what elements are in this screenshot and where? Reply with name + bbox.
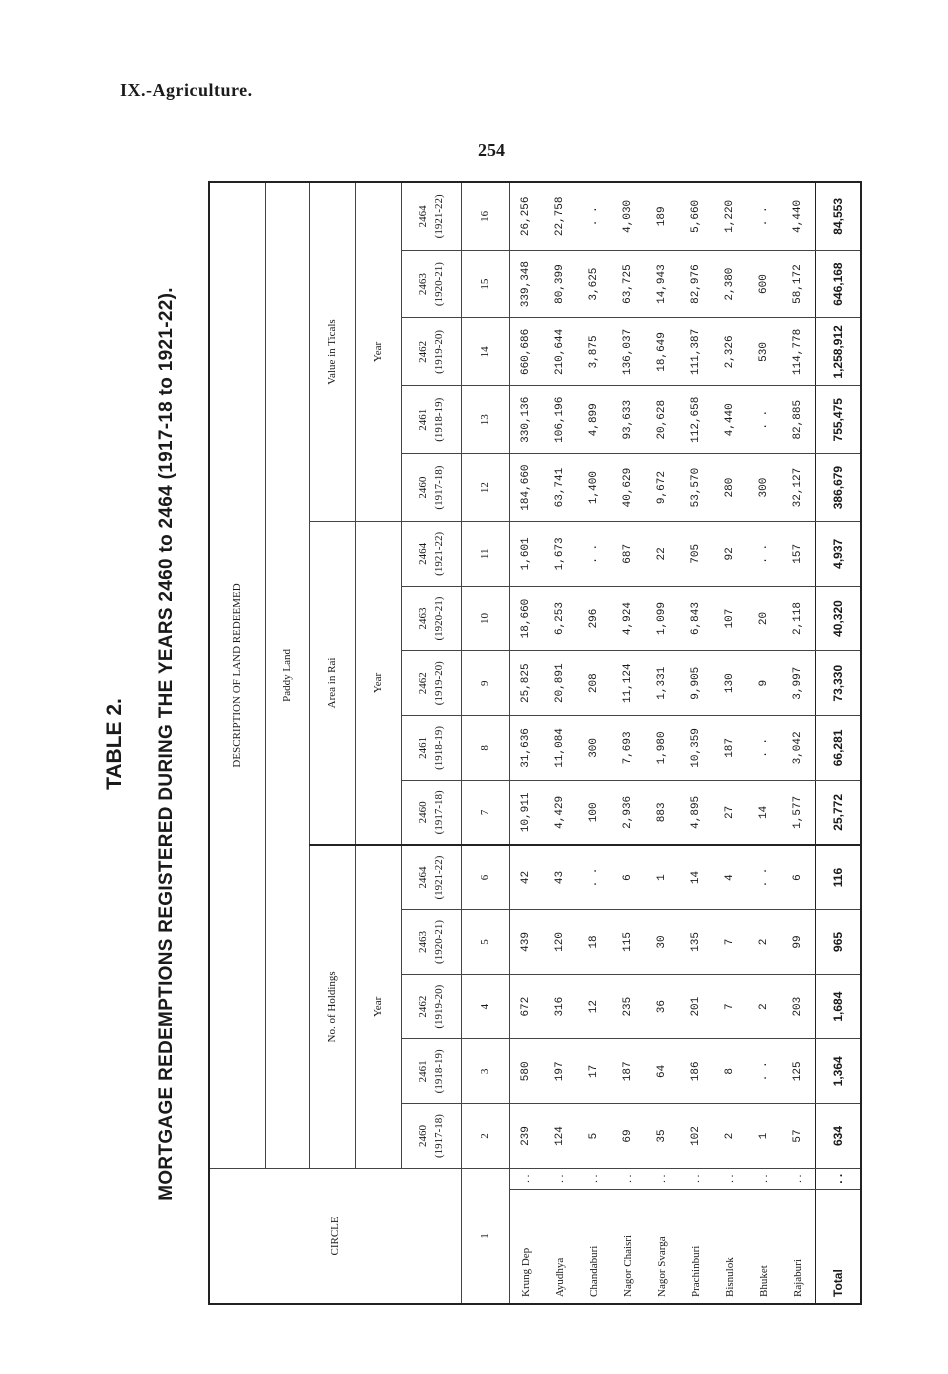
- area-cell: 7,693: [611, 716, 645, 781]
- year-header-cell: [401, 1039, 461, 1104]
- section-heading: IX.-Agriculture.: [120, 80, 253, 100]
- holdings-cell: 1,684: [815, 974, 861, 1039]
- value-cell: 2,326: [713, 318, 747, 386]
- area-cell: 4,924: [611, 586, 645, 651]
- area-cell: 11,084: [543, 716, 577, 781]
- value-cell: 184,660: [509, 454, 543, 522]
- header-row-years: [401, 182, 461, 1304]
- year-span-label: (1917-18): [433, 790, 445, 835]
- value-cell: 3,625: [577, 250, 611, 318]
- holdings-cell: 42: [509, 845, 543, 910]
- value-cell: 53,570: [679, 454, 713, 522]
- year-label: 2460: [417, 801, 429, 824]
- year-span-label: (1917-18): [433, 1114, 445, 1159]
- area-cell: 1,577: [781, 780, 815, 845]
- value-cell: 280: [713, 454, 747, 522]
- value-cell: 339,348: [509, 250, 543, 318]
- column-number: 5: [461, 910, 509, 975]
- value-cell: 82,885: [781, 386, 815, 454]
- area-cell: 187: [713, 716, 747, 781]
- value-cell: 1,220: [713, 182, 747, 250]
- year-span-label: (1920-21): [433, 919, 445, 964]
- circle-name: Bhuket: [747, 1189, 781, 1304]
- column-number: 7: [461, 780, 509, 845]
- leader-dots: . .: [577, 1168, 611, 1189]
- table-row: [543, 182, 577, 1304]
- table-row: [679, 182, 713, 1304]
- year-label: 2462: [417, 340, 429, 363]
- year-label: 2463: [417, 607, 429, 630]
- circle-header: CIRCLE: [209, 1168, 461, 1304]
- year-label: 2464: [417, 542, 429, 565]
- header-row-year-label: [355, 182, 401, 1304]
- year-span-label: (1919-20): [433, 661, 445, 706]
- header-row-description: [209, 182, 265, 1304]
- year-span-label: (1921-22): [433, 855, 445, 900]
- year-span-label: (1917-18): [433, 465, 445, 510]
- area-cell: . .: [747, 521, 781, 586]
- year-span-label: (1918-19): [433, 725, 445, 770]
- area-cell: 22: [645, 521, 679, 586]
- value-cell: 755,475: [815, 386, 861, 454]
- value-cell: 1,258,912: [815, 318, 861, 386]
- header-row-column-numbers: [461, 182, 509, 1304]
- year-label: 2464: [417, 205, 429, 228]
- circle-name: Bisnulok: [713, 1189, 747, 1304]
- holdings-cell: 672: [509, 974, 543, 1039]
- holdings-cell: 186: [679, 1039, 713, 1104]
- area-cell: 14: [747, 780, 781, 845]
- holdings-cell: 135: [679, 910, 713, 975]
- holdings-cell: 1: [645, 845, 679, 910]
- value-cell: 114,778: [781, 318, 815, 386]
- holdings-cell: 203: [781, 974, 815, 1039]
- year-header-cell: [401, 182, 461, 250]
- holdings-cell: 965: [815, 910, 861, 975]
- value-cell: 330,136: [509, 386, 543, 454]
- value-cell: 300: [747, 454, 781, 522]
- year-span-label: (1918-19): [433, 1049, 445, 1094]
- area-cell: 1,601: [509, 521, 543, 586]
- area-cell: 11,124: [611, 651, 645, 716]
- holdings-cell: 8: [713, 1039, 747, 1104]
- value-cell: 4,440: [713, 386, 747, 454]
- value-cell: 4,899: [577, 386, 611, 454]
- column-number: 16: [461, 182, 509, 250]
- value-cell: 530: [747, 318, 781, 386]
- value-cell: 82,976: [679, 250, 713, 318]
- circle-name: Ayudhya: [543, 1189, 577, 1304]
- holdings-cell: 116: [815, 845, 861, 910]
- area-cell: 2,118: [781, 586, 815, 651]
- area-cell: 92: [713, 521, 747, 586]
- year-label: 2461: [417, 736, 429, 759]
- area-cell: 107: [713, 586, 747, 651]
- year-span-label: (1921-22): [433, 194, 445, 239]
- column-number: 14: [461, 318, 509, 386]
- holdings-cell: 57: [781, 1104, 815, 1169]
- value-cell: 4,440: [781, 182, 815, 250]
- leader-dots: . .: [781, 1168, 815, 1189]
- table-row: [577, 182, 611, 1304]
- area-cell: 9: [747, 651, 781, 716]
- holdings-cell: 187: [611, 1039, 645, 1104]
- area-cell: 66,281: [815, 716, 861, 781]
- holdings-cell: 124: [543, 1104, 577, 1169]
- area-cell: 1,099: [645, 586, 679, 651]
- year-label: 2462: [417, 995, 429, 1018]
- area-cell: 1,673: [543, 521, 577, 586]
- year-label: 2460: [417, 1125, 429, 1148]
- holdings-cell: 197: [543, 1039, 577, 1104]
- area-cell: 4,937: [815, 521, 861, 586]
- year-header-cell: [401, 716, 461, 781]
- holdings-cell: 439: [509, 910, 543, 975]
- value-cell: 32,127: [781, 454, 815, 522]
- circle-name: Prachinburi: [679, 1189, 713, 1304]
- value-cell: 9,672: [645, 454, 679, 522]
- column-number: 10: [461, 586, 509, 651]
- leader-dots: . .: [747, 1168, 781, 1189]
- year-label: 2461: [417, 1060, 429, 1083]
- holdings-cell: 17: [577, 1039, 611, 1104]
- year-label: 2462: [417, 672, 429, 695]
- area-cell: 883: [645, 780, 679, 845]
- holdings-cell: 634: [815, 1104, 861, 1169]
- area-cell: 4,895: [679, 780, 713, 845]
- table-row: [713, 182, 747, 1304]
- year-header-cell: [401, 521, 461, 586]
- value-cell: 600: [747, 250, 781, 318]
- area-cell: 3,997: [781, 651, 815, 716]
- holdings-cell: 1,364: [815, 1039, 861, 1104]
- holdings-cell: 64: [645, 1039, 679, 1104]
- year-header-cell: [401, 910, 461, 975]
- holdings-cell: 2: [713, 1104, 747, 1169]
- value-cell: 2,380: [713, 250, 747, 318]
- value-cell: 40,629: [611, 454, 645, 522]
- area-cell: 18,660: [509, 586, 543, 651]
- area-cell: 705: [679, 521, 713, 586]
- year-label: 2461: [417, 408, 429, 431]
- holdings-cell: 125: [781, 1039, 815, 1104]
- area-cell: 6,843: [679, 586, 713, 651]
- column-number: 15: [461, 250, 509, 318]
- holdings-cell: 316: [543, 974, 577, 1039]
- year-header-cell: [401, 318, 461, 386]
- table-title: TABLE 2.: [102, 698, 126, 790]
- header-row-groups: [309, 182, 355, 1304]
- column-number: 4: [461, 974, 509, 1039]
- value-cell: 106,196: [543, 386, 577, 454]
- value-cell: 4,030: [611, 182, 645, 250]
- column-number: 2: [461, 1104, 509, 1169]
- holdings-cell: 6: [611, 845, 645, 910]
- area-cell: 2,936: [611, 780, 645, 845]
- value-cell: 1,400: [577, 454, 611, 522]
- holdings-cell: 201: [679, 974, 713, 1039]
- leader-dots: . .: [679, 1168, 713, 1189]
- circle-name: Krung Dep: [509, 1189, 543, 1304]
- holdings-cell: 115: [611, 910, 645, 975]
- value-cell: 26,256: [509, 182, 543, 250]
- description-header: DESCRIPTION OF LAND REDEEMED: [209, 182, 265, 1168]
- holdings-cell: 99: [781, 910, 815, 975]
- area-cell: 31,636: [509, 716, 543, 781]
- holdings-cell: 239: [509, 1104, 543, 1169]
- holdings-cell: 120: [543, 910, 577, 975]
- holdings-cell: 235: [611, 974, 645, 1039]
- holdings-cell: 5: [577, 1104, 611, 1169]
- area-cell: 25,825: [509, 651, 543, 716]
- year-label: 2463: [417, 273, 429, 296]
- column-number: 1: [461, 1168, 509, 1304]
- value-cell: . .: [747, 182, 781, 250]
- holdings-header: No. of Holdings: [309, 845, 355, 1168]
- value-cell: 58,172: [781, 250, 815, 318]
- holdings-cell: 35: [645, 1104, 679, 1169]
- year-header-cell: [401, 250, 461, 318]
- holdings-cell: 69: [611, 1104, 645, 1169]
- leader-dots: . .: [713, 1168, 747, 1189]
- value-year-label: Year: [355, 182, 401, 521]
- column-number: 8: [461, 716, 509, 781]
- year-span-label: (1920-21): [433, 596, 445, 641]
- year-label: 2460: [417, 476, 429, 499]
- area-cell: . .: [577, 521, 611, 586]
- rotated-table-container: [208, 181, 845, 1305]
- title-block: [95, 183, 190, 1305]
- value-cell: 5,660: [679, 182, 713, 250]
- value-cell: 112,658: [679, 386, 713, 454]
- leader-dots: . .: [815, 1168, 861, 1189]
- circle-name: Rajaburi: [781, 1189, 815, 1304]
- paddy-land-header: Paddy Land: [265, 182, 309, 1168]
- holdings-cell: 2: [747, 974, 781, 1039]
- holdings-cell: 6: [781, 845, 815, 910]
- area-cell: 100: [577, 780, 611, 845]
- circle-name: Nagor Svarga: [645, 1189, 679, 1304]
- year-span-label: (1919-20): [433, 984, 445, 1029]
- area-cell: 9,905: [679, 651, 713, 716]
- column-number: 6: [461, 845, 509, 910]
- holdings-cell: 14: [679, 845, 713, 910]
- value-cell: 63,725: [611, 250, 645, 318]
- year-header-cell: [401, 454, 461, 522]
- value-cell: 18,649: [645, 318, 679, 386]
- leader-dots: . .: [611, 1168, 645, 1189]
- value-cell: 111,387: [679, 318, 713, 386]
- column-number: 11: [461, 521, 509, 586]
- value-cell: 660,686: [509, 318, 543, 386]
- year-label: 2463: [417, 930, 429, 953]
- circle-name: Chandaburi: [577, 1189, 611, 1304]
- value-cell: . .: [577, 182, 611, 250]
- area-cell: 130: [713, 651, 747, 716]
- holdings-cell: 102: [679, 1104, 713, 1169]
- holdings-year-label: Year: [355, 845, 401, 1168]
- area-cell: 10,359: [679, 716, 713, 781]
- area-cell: 157: [781, 521, 815, 586]
- year-header-cell: [401, 1104, 461, 1169]
- year-label: 2464: [417, 866, 429, 889]
- table-row: [509, 182, 543, 1304]
- holdings-cell: 36: [645, 974, 679, 1039]
- value-cell: 210,644: [543, 318, 577, 386]
- area-cell: 3,042: [781, 716, 815, 781]
- value-cell: 93,633: [611, 386, 645, 454]
- header-row-paddy: [265, 182, 309, 1304]
- table-row: [645, 182, 679, 1304]
- holdings-cell: . .: [747, 1039, 781, 1104]
- value-header: Value in Ticals: [309, 182, 355, 521]
- column-number: 12: [461, 454, 509, 522]
- year-header-cell: [401, 386, 461, 454]
- table-subtitle: MORTGAGE REDEMPTIONS REGISTERED DURING THE YEARS 2460 to 2464 (1917-18 to 1921-22).: [155, 287, 177, 1201]
- table-frame: [208, 181, 845, 1305]
- holdings-cell: . .: [577, 845, 611, 910]
- value-cell: 189: [645, 182, 679, 250]
- holdings-cell: 7: [713, 974, 747, 1039]
- value-cell: 22,758: [543, 182, 577, 250]
- area-cell: 4,429: [543, 780, 577, 845]
- column-number: 9: [461, 651, 509, 716]
- area-cell: 10,911: [509, 780, 543, 845]
- holdings-cell: 43: [543, 845, 577, 910]
- year-span-label: (1919-20): [433, 329, 445, 374]
- table-body: [509, 182, 861, 1304]
- area-cell: 6,253: [543, 586, 577, 651]
- area-cell: 40,320: [815, 586, 861, 651]
- year-header-cell: [401, 845, 461, 910]
- leader-dots: . .: [509, 1168, 543, 1189]
- total-row: [815, 182, 861, 1304]
- year-header-cell: [401, 651, 461, 716]
- area-cell: 73,330: [815, 651, 861, 716]
- holdings-cell: 4: [713, 845, 747, 910]
- area-cell: 1,331: [645, 651, 679, 716]
- value-cell: 136,037: [611, 318, 645, 386]
- holdings-cell: 12: [577, 974, 611, 1039]
- page-number: 254: [478, 140, 505, 160]
- holdings-cell: 7: [713, 910, 747, 975]
- value-cell: 84,553: [815, 182, 861, 250]
- holdings-cell: 30: [645, 910, 679, 975]
- value-cell: . .: [747, 386, 781, 454]
- value-cell: 14,943: [645, 250, 679, 318]
- circle-name: Nagor Chaisri: [611, 1189, 645, 1304]
- area-cell: 25,772: [815, 780, 861, 845]
- holdings-cell: 580: [509, 1039, 543, 1104]
- area-cell: 296: [577, 586, 611, 651]
- area-cell: 208: [577, 651, 611, 716]
- column-number: 3: [461, 1039, 509, 1104]
- value-cell: 3,875: [577, 318, 611, 386]
- value-cell: 20,628: [645, 386, 679, 454]
- leader-dots: . .: [543, 1168, 577, 1189]
- year-header-cell: [401, 780, 461, 845]
- area-cell: 687: [611, 521, 645, 586]
- area-header: Area in Rai: [309, 521, 355, 844]
- circle-name: Total: [815, 1189, 861, 1304]
- year-span-label: (1921-22): [433, 531, 445, 576]
- holdings-cell: 2: [747, 910, 781, 975]
- area-cell: 20,891: [543, 651, 577, 716]
- leader-dots: . .: [645, 1168, 679, 1189]
- area-cell: 20: [747, 586, 781, 651]
- value-cell: 386,679: [815, 454, 861, 522]
- holdings-cell: 1: [747, 1104, 781, 1169]
- year-header-cell: [401, 586, 461, 651]
- year-span-label: (1920-21): [433, 262, 445, 307]
- area-cell: 300: [577, 716, 611, 781]
- column-number: 13: [461, 386, 509, 454]
- year-span-label: (1918-19): [433, 397, 445, 442]
- area-year-label: Year: [355, 521, 401, 844]
- area-cell: 27: [713, 780, 747, 845]
- table-row: [781, 182, 815, 1304]
- value-cell: 80,399: [543, 250, 577, 318]
- value-cell: 63,741: [543, 454, 577, 522]
- year-header-cell: [401, 974, 461, 1039]
- area-cell: 1,980: [645, 716, 679, 781]
- table-row: [611, 182, 645, 1304]
- holdings-cell: 18: [577, 910, 611, 975]
- table-row: [747, 182, 781, 1304]
- value-cell: 646,168: [815, 250, 861, 318]
- redemptions-table: [208, 181, 862, 1305]
- area-cell: . .: [747, 716, 781, 781]
- holdings-cell: . .: [747, 845, 781, 910]
